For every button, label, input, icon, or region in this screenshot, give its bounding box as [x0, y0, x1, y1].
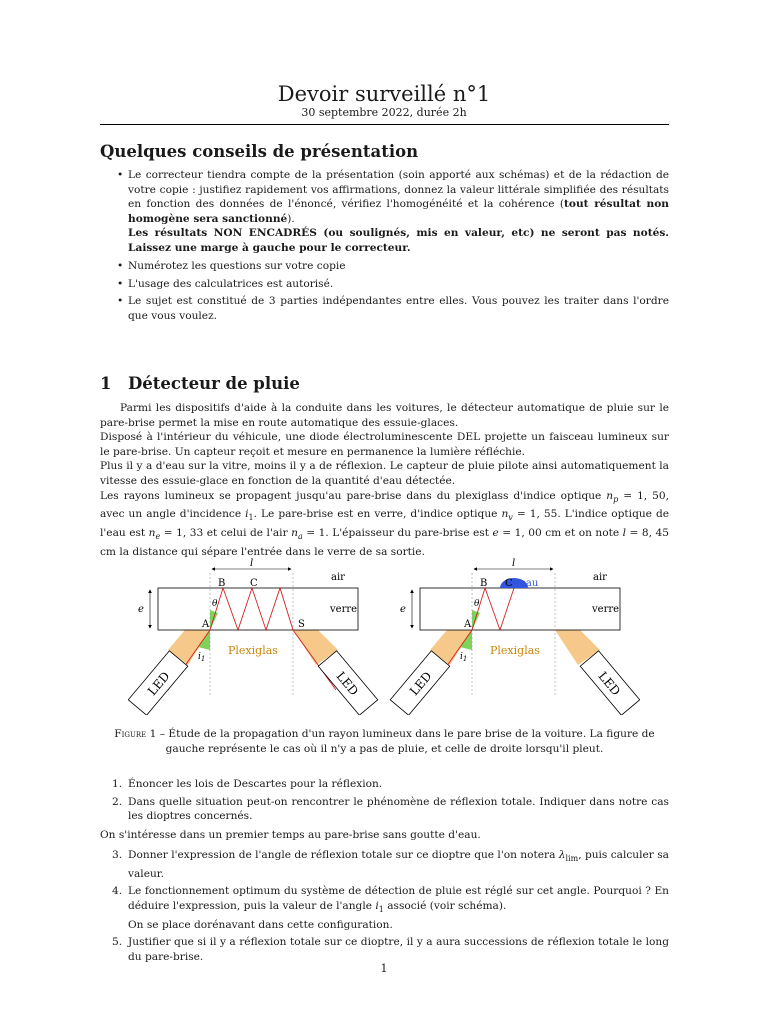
- paragraph-text: Parmi les dispositifs d'aide à la conduite dans les voitures, le détecteur automatique de pluie sur le pare-brise permet la mise en route automatique des essuie-glaces.: [100, 402, 669, 429]
- conseil-text-end: ).: [287, 212, 295, 225]
- bullet-glyph: •: [117, 277, 124, 290]
- conseil-text: Le sujet est constitué de 3 parties indépendantes entre elles. Vous pouvez les traiter dans l'ordre que vous voulez.: [128, 295, 669, 322]
- svg-text:l: l: [250, 558, 254, 569]
- svg-text:i1: $i_1$: [460, 652, 468, 663]
- svg-text:B: B: [480, 578, 488, 589]
- svg-text:C: C: [505, 578, 513, 589]
- svg-text:Plexiglas: Plexiglas: [228, 644, 278, 657]
- conseil-text: Le correcteur tiendra compte de la présentation (soin apporté aux schémas) et de la rédaction de votre copie : justifiez rapidement vos affirmations, donnez la valeur littérale simplifiée des résultats en fonction des données de l'énoncé, vérifiez l'homogénéité et la cohérence (: [128, 169, 669, 211]
- conseils-heading: Quelques conseils de présentation: [100, 142, 419, 161]
- svg-text:verre: verre: [330, 604, 358, 615]
- paragraph-text: Disposé à l'intérieur du véhicule, une diode électroluminescente DEL projette un faisceau lumineux sur le pare-brise. Un capteur reçoit et mesure en permanence la lumière réfléchie.: [100, 431, 669, 458]
- conseil-bold: tout résultat non homogène sera sanctionné: [128, 198, 669, 225]
- conseil-text: Numérotez les questions sur votre copie: [128, 259, 346, 272]
- svg-text:i1: $i_1$: [198, 652, 206, 663]
- svg-text:air: air: [331, 572, 345, 583]
- conseil-text: L'usage des calculatrices est autorisé.: [128, 277, 334, 290]
- figure-left: [128, 558, 378, 715]
- list-item: 4. Le fonctionnement optimum du système de détection de pluie est réglé sur cet angle. Pourquoi ? En déduire l'expression, puis la valeur de l'angle $i_1$ associé (voir schéma). On se place dorénavant dans cette configuration.: [112, 885, 669, 931]
- svg-text:LED: LED: [333, 669, 362, 699]
- caption-text: Étude de la propagation d'un rayon lumineux dans le pare brise de la voiture. La figure de gauche représente le cas où il n'y a pas de pluie, et celle de droite lorsqu'il pleut.: [165, 728, 655, 755]
- svg-text:LED: LED: [595, 669, 624, 699]
- led-left-in: [128, 651, 188, 715]
- questions-part2: [100, 848, 669, 967]
- page-subtitle: 30 septembre 2022, durée 2h: [301, 106, 467, 119]
- list-item: 3. Donner l'expression de l'angle de réflexion totale sur ce dioptre que l'on notera $\lambda_{lim}$, puis calculer sa valeur.: [112, 849, 669, 880]
- paragraph: [100, 401, 669, 430]
- section-body: [100, 401, 669, 559]
- section-title: Détecteur de pluie: [128, 374, 300, 393]
- caption-label: Figure 1 –: [114, 728, 166, 740]
- list-item: [100, 259, 669, 274]
- glass-left: [158, 588, 358, 630]
- paragraph-text: Plus il y a d'eau sur la vitre, moins il y a de réflexion. Le capteur de pluie pilote ainsi automatiquement la vitesse des essuie-glace en fonction de la quantité d'eau détectée.: [100, 460, 669, 487]
- svg-text:θ: θ: [474, 599, 480, 609]
- svg-text:air: air: [593, 572, 607, 583]
- svg-text:LED: LED: [406, 669, 435, 699]
- list-item: 5. Justifier que si il y a réflexion totale sur ce dioptre, il y a aura successions de réflexion totale le long du pare-brise.: [112, 936, 669, 963]
- svg-text:verre: verre: [592, 604, 620, 615]
- page-title: Devoir surveillé n°1: [277, 82, 491, 106]
- svg-text:B: B: [218, 578, 226, 589]
- figure-pare-brise: [128, 555, 640, 715]
- svg-text:eau: eau: [520, 578, 539, 589]
- paragraph: [100, 430, 669, 459]
- page-number: 1: [380, 962, 388, 975]
- figure-caption: [100, 727, 669, 756]
- questions-part1: [100, 777, 669, 827]
- list-item: [100, 277, 669, 292]
- list-item: 2. Dans quelle situation peut-on rencontrer le phénomène de réflexion totale. Indiquer dans notre cas les dioptres concernés.: [112, 795, 669, 823]
- paragraph: Les rayons lumineux se propagent jusqu'au pare-brise dans du plexiglass d'indice optique $n_p = 1$, 50, avec un angle d'incidence $i_1$. Le pare-brise est en verre, d'indice optique $n_v = 1$, 55. L'indice optique de l'eau est $n_e = 1$, 33 et celui de l'air $n_a = 1$. L'épaisseur du pare-brise est e = 1, 00 cm et on note l = 8, 45 cm la distance qui sépare l'entrée dans le verre de sa sortie.: [100, 489, 670, 558]
- svg-text:e: e: [400, 604, 406, 615]
- bullet-glyph: •: [117, 259, 124, 272]
- led-left-out: [318, 651, 378, 715]
- section-number: 1: [100, 374, 112, 393]
- conseils-list: [100, 168, 669, 327]
- bullet-glyph: •: [117, 169, 124, 181]
- figure-right: [390, 558, 640, 715]
- svg-text:A: A: [202, 619, 210, 630]
- svg-text:l: l: [512, 558, 516, 569]
- svg-text:e: e: [138, 604, 144, 615]
- section-heading: [100, 374, 300, 393]
- list-item: [100, 168, 669, 256]
- bullet-glyph: •: [117, 295, 124, 308]
- title-rule: [100, 124, 669, 125]
- svg-text:Plexiglas: Plexiglas: [490, 644, 540, 657]
- list-item: 1. Énoncer les lois de Descartes pour la réflexion.: [112, 778, 383, 790]
- svg-text:θ: θ: [212, 599, 218, 609]
- svg-text:C: C: [250, 578, 258, 589]
- svg-text:S: S: [298, 619, 305, 630]
- intermediate-note: On s'intéresse dans un premier temps au pare-brise sans goutte d'eau.: [100, 829, 481, 841]
- paragraph: [100, 459, 669, 488]
- conseil-bold-notice: Les résultats NON ENCADRÉS (ou soulignés, mis en valeur, etc) ne seront pas notés. Laissez une marge à gauche pour le correcteur.: [128, 227, 669, 254]
- list-item: [100, 294, 669, 323]
- svg-text:A: A: [464, 619, 472, 630]
- svg-text:LED: LED: [144, 669, 173, 699]
